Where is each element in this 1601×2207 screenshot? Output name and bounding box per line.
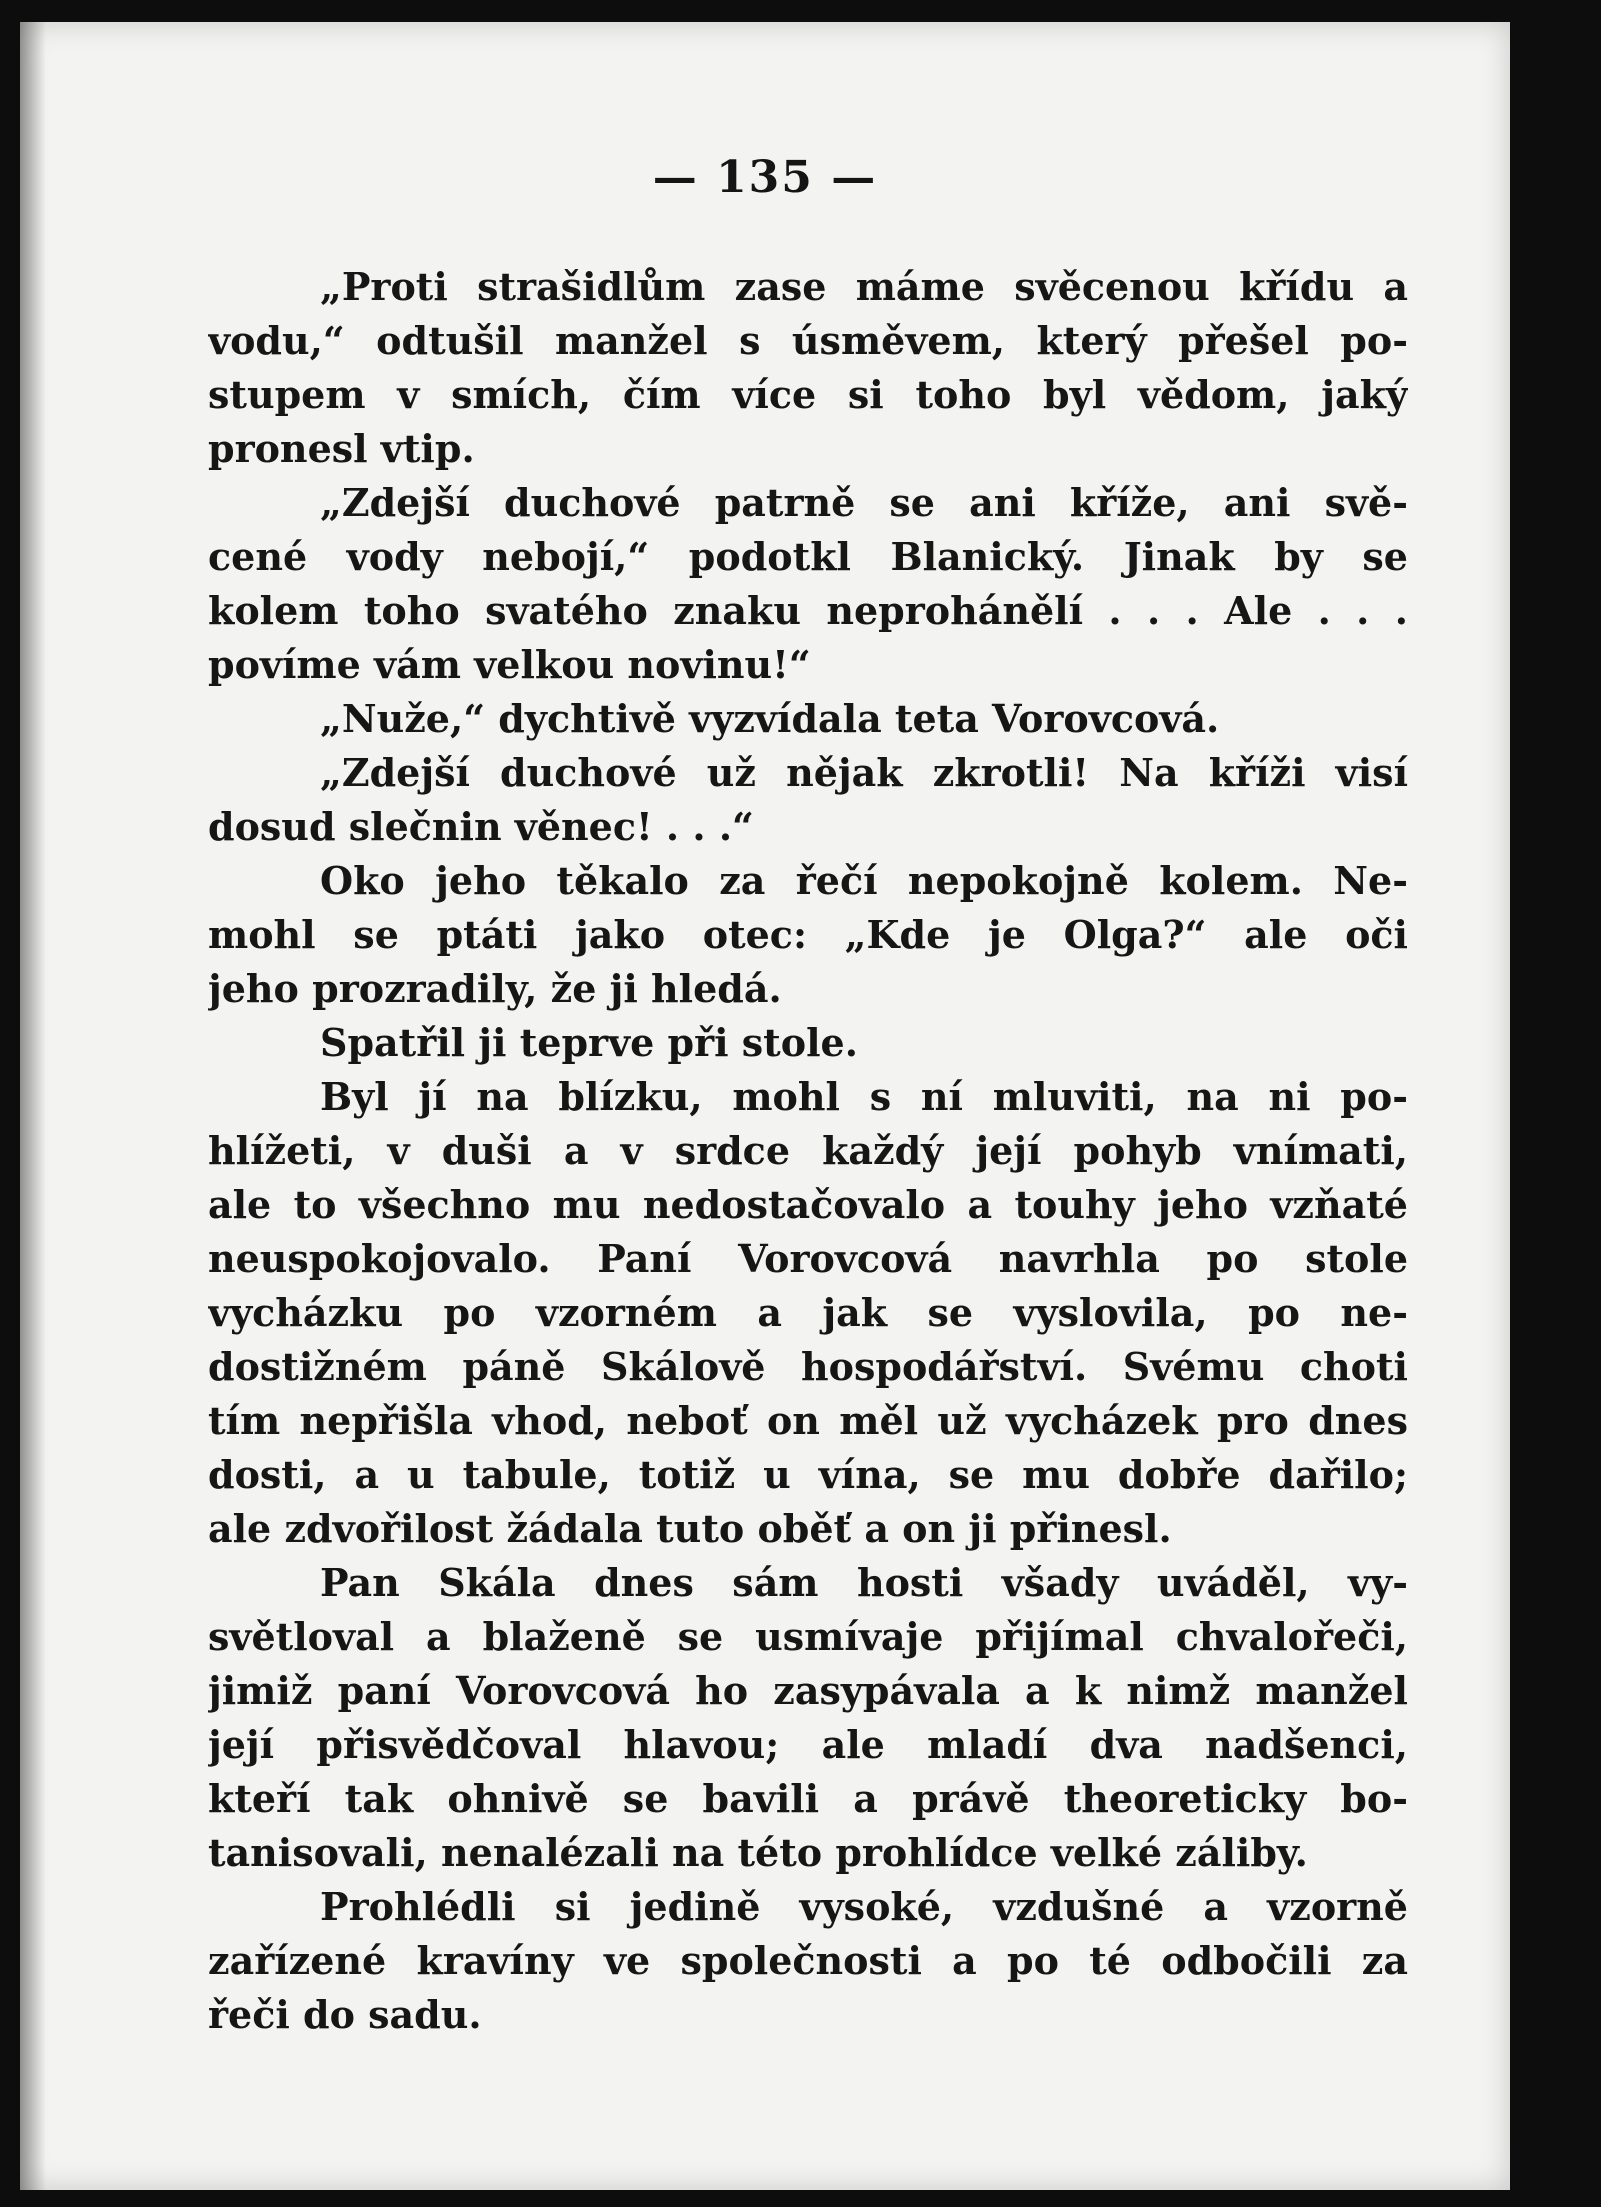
text-line: tím nepřišla vhod, neboť on měl už vycházek pro dnes bbox=[208, 1398, 1408, 1443]
text-line: Prohlédli si jedině vysoké, vzdušné a vzorně bbox=[320, 1884, 1408, 1929]
text-line: cené vody nebojí,“ podotkl Blanický. Jinak by se bbox=[208, 534, 1408, 579]
text-line: Byl jí na blízku, mohl s ní mluviti, na ni po- bbox=[320, 1074, 1408, 1119]
text-line: mohl se ptáti jako otec: „Kde je Olga?“ ale oči bbox=[208, 912, 1408, 957]
binding-shadow bbox=[20, 22, 46, 2190]
body-text bbox=[208, 260, 1408, 2042]
text-line: řeči do sadu. bbox=[208, 1992, 482, 2037]
text-line: tanisovali, nenalézali na této prohlídce velké záliby. bbox=[208, 1830, 1308, 1875]
text-line: kteří tak ohnivě se bavili a právě theoreticky bo- bbox=[208, 1776, 1408, 1821]
text-line: dosti, a u tabule, totiž u vína, se mu dobře dařilo; bbox=[208, 1452, 1408, 1497]
text-line: dosud slečnin věnec! . . .“ bbox=[208, 804, 754, 849]
text-line: Pan Skála dnes sám hosti všady uváděl, vy- bbox=[320, 1560, 1408, 1605]
text-line: světloval a blaženě se usmívaje přijímal chvalořeči, bbox=[208, 1614, 1408, 1659]
text-line: „Nuže,“ dychtivě vyzvídala teta Vorovcová. bbox=[320, 696, 1220, 741]
text-line: povíme vám velkou novinu!“ bbox=[208, 642, 811, 687]
text-line: kolem toho svatého znaku neprohánělí . . . Ale . . . bbox=[208, 588, 1408, 633]
text-line: Oko jeho těkalo za řečí nepokojně kolem. Ne- bbox=[320, 858, 1408, 903]
text-line: „Proti strašidlům zase máme svěcenou křídu a bbox=[320, 264, 1408, 309]
text-line: stupem v smích, čím více si toho byl vědom, jaký bbox=[208, 372, 1408, 417]
text-line: hlížeti, v duši a v srdce každý její pohyb vnímati, bbox=[208, 1128, 1408, 1173]
text-line: neuspokojovalo. Paní Vorovcová navrhla po stole bbox=[208, 1236, 1408, 1281]
text-line: jimiž paní Vorovcová ho zasypávala a k nimž manžel bbox=[208, 1668, 1408, 1713]
text-line: pronesl vtip. bbox=[208, 426, 475, 471]
text-line: ale to všechno mu nedostačovalo a touhy jeho vzňaté bbox=[208, 1182, 1408, 1227]
text-line: „Zdejší duchové už nějak zkrotli! Na kříži visí bbox=[320, 750, 1408, 795]
text-line: Spatřil ji teprve při stole. bbox=[320, 1020, 858, 1065]
text-line: její přisvědčoval hlavou; ale mladí dva nadšenci, bbox=[208, 1722, 1408, 1767]
book-page bbox=[20, 22, 1510, 2190]
text-line: vodu,“ odtušil manžel s úsměvem, který přešel po- bbox=[208, 318, 1408, 363]
page-number-header: — 135 — bbox=[652, 152, 878, 203]
text-line: ale zdvořilost žádala tuto oběť a on ji přinesl. bbox=[208, 1506, 1172, 1551]
text-line: dostižném páně Skálově hospodářství. Svému choti bbox=[208, 1344, 1408, 1389]
text-line: vycházku po vzorném a jak se vyslovila, po ne- bbox=[208, 1290, 1408, 1335]
text-line: zařízené kravíny ve společnosti a po té odbočili za bbox=[208, 1938, 1408, 1983]
text-line: jeho prozradily, že ji hledá. bbox=[208, 966, 782, 1011]
text-line: „Zdejší duchové patrně se ani kříže, ani svě- bbox=[320, 480, 1408, 525]
